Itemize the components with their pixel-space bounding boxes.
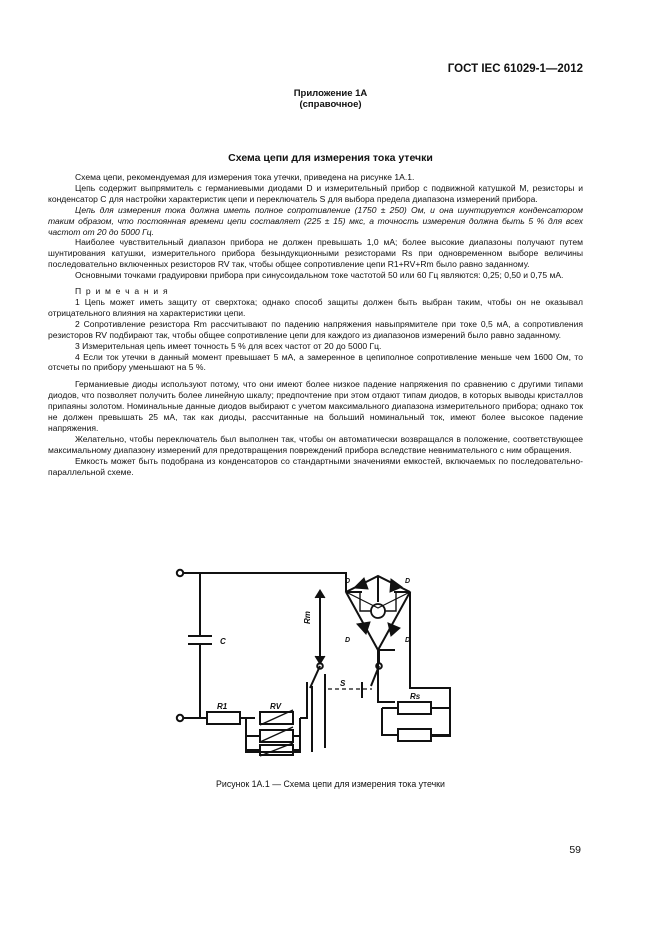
label-rs: Rs bbox=[410, 692, 421, 701]
note-item: 3 Измерительная цепь имеет точность 5 % для всех частот от 20 до 5000 Гц. bbox=[75, 340, 382, 351]
wire-top bbox=[183, 573, 346, 592]
capacitor-symbol bbox=[188, 636, 212, 644]
annex-subtitle: (справочное) bbox=[299, 99, 362, 110]
resistor-rs1 bbox=[398, 702, 431, 714]
diode-d2 bbox=[390, 579, 402, 592]
label-d2: D bbox=[405, 578, 411, 585]
paragraph: Основными точками градуировки прибора при синусоидальном токе частотой 50 или 60 Гц являются: 0,25; 0,50 и 0,75 мА. bbox=[75, 270, 564, 281]
wire-switch-left bbox=[300, 674, 325, 752]
standard-designation: ГОСТ IEC 61029-1—2012 bbox=[447, 63, 583, 75]
leakage-current-circuit-diagram bbox=[160, 562, 480, 762]
section-title: Схема цепи для измерения тока утечки bbox=[228, 152, 433, 164]
resistor-rs2 bbox=[398, 729, 431, 741]
label-d3: D bbox=[345, 637, 351, 644]
note-item: 1 Цепь может иметь защиту от сверхтока; однако способ защиты должен быть выбран таким, чтобы он не оказывал отрицательного влияния на характеристики цепи. bbox=[48, 296, 583, 318]
rm-arrow-up bbox=[315, 590, 325, 598]
label-rm: Rm bbox=[303, 611, 312, 624]
label-rv: RV bbox=[270, 702, 282, 711]
notes-heading: П р и м е ч а н и я bbox=[75, 286, 169, 297]
figure-caption: Рисунок 1А.1 — Схема цепи для измерения тока утечки bbox=[216, 779, 445, 789]
note-item: 2 Сопротивление резистора Rm рассчитывают по падению напряжения навыпрямителе при токе 0,5 мА, а сопротивления резисторов RV подбирают так, чтобы общее сопротивление цепи для каждого из диапазонов измерений было равно заданному. bbox=[48, 318, 583, 340]
note-item: 4 Если ток утечки в данный момент превышает 5 мА, а замеренное в цепиполное сопротивление меньше чем 1600 Ом, то отсчеты по прибору уменьшают на 5 %. bbox=[48, 351, 583, 373]
meter-m bbox=[371, 604, 385, 618]
paragraph: Наиболее чувствительный диапазон прибора не должен превышать 1,0 мА; более высокие диапазоны получают путем шунтирования катушки, измерительного прибора безындукционными резисторами Rs при одновременном выборе величины последовательно включенных резисторов RV так, чтобы общее сопротивление цепи R1+RV+Rm было равно заданному. bbox=[48, 237, 583, 270]
paragraph: Схема цепи, рекомендуемая для измерения тока утечки, приведена на рисунке 1А.1. bbox=[75, 172, 415, 182]
label-s: S bbox=[340, 679, 346, 688]
label-d4: D bbox=[405, 637, 411, 644]
body-text bbox=[48, 172, 583, 477]
label-d1: D bbox=[345, 578, 351, 585]
annex-title: Приложение 1А bbox=[293, 88, 368, 99]
rv-adjust-arrows bbox=[260, 710, 293, 756]
paragraph: Емкость может быть подобрана из конденсаторов со стандартными значениями емкостей, включаемых по последовательно-параллельной схеме. bbox=[48, 455, 583, 477]
page-number: 59 bbox=[569, 844, 581, 856]
diode-d1 bbox=[354, 578, 368, 589]
paragraph: Цепь содержит выпрямитель с германиевыми диодами D и измерительный прибор с подвижной катушкой M, резисторы и конденсатор C для настройки характеристик цепи и переключатель S для выбора предела диапазона измерений прибора. bbox=[48, 182, 583, 204]
terminal-top bbox=[177, 570, 183, 576]
label-r1: R1 bbox=[217, 702, 228, 711]
wire-rs bbox=[382, 708, 450, 735]
switch-blade-left bbox=[310, 666, 320, 688]
rm-arrow-down bbox=[315, 656, 325, 664]
resistor-r1 bbox=[207, 712, 240, 724]
annex-heading bbox=[0, 88, 661, 110]
paragraph: Желательно, чтобы переключатель был выполнен так, чтобы он автоматически возвращался в положение, соответствующее максимальному диапазону измерений для предотвращения повреждений прибора вследствие невнимательного с ним обращения. bbox=[48, 433, 583, 455]
paragraph-italic: Цепь для измерения тока должна иметь полное сопротивление (1750 ± 250) Ом, и она шунтируется конденсатором таким образом, что постоянная времени цепи составляет (225 ± 15) мкс, а точность измерения должна быть 5 % для всех частот от 20 до 5000 Гц. bbox=[48, 204, 583, 237]
diode-d4 bbox=[388, 623, 400, 636]
terminal-bottom bbox=[177, 715, 183, 721]
label-c: C bbox=[220, 637, 226, 646]
paragraph: Германиевые диоды используют потому, что они имеют более низкое падение напряжения по сравнению с другими типами диодов, что позволяет получить более линейную шкалу; предпочтение при этом отдают типам диодов, в которых выводы кристаллов припаяны золотом. Номинальные данные диодов выбирают с учетом максимального диапазона измерительного прибора; однако ток не должен превышать 25 мА, так как диоды, рассчитанные на больший номинальный ток, имеют более высокое падение напряжения. bbox=[48, 379, 583, 433]
